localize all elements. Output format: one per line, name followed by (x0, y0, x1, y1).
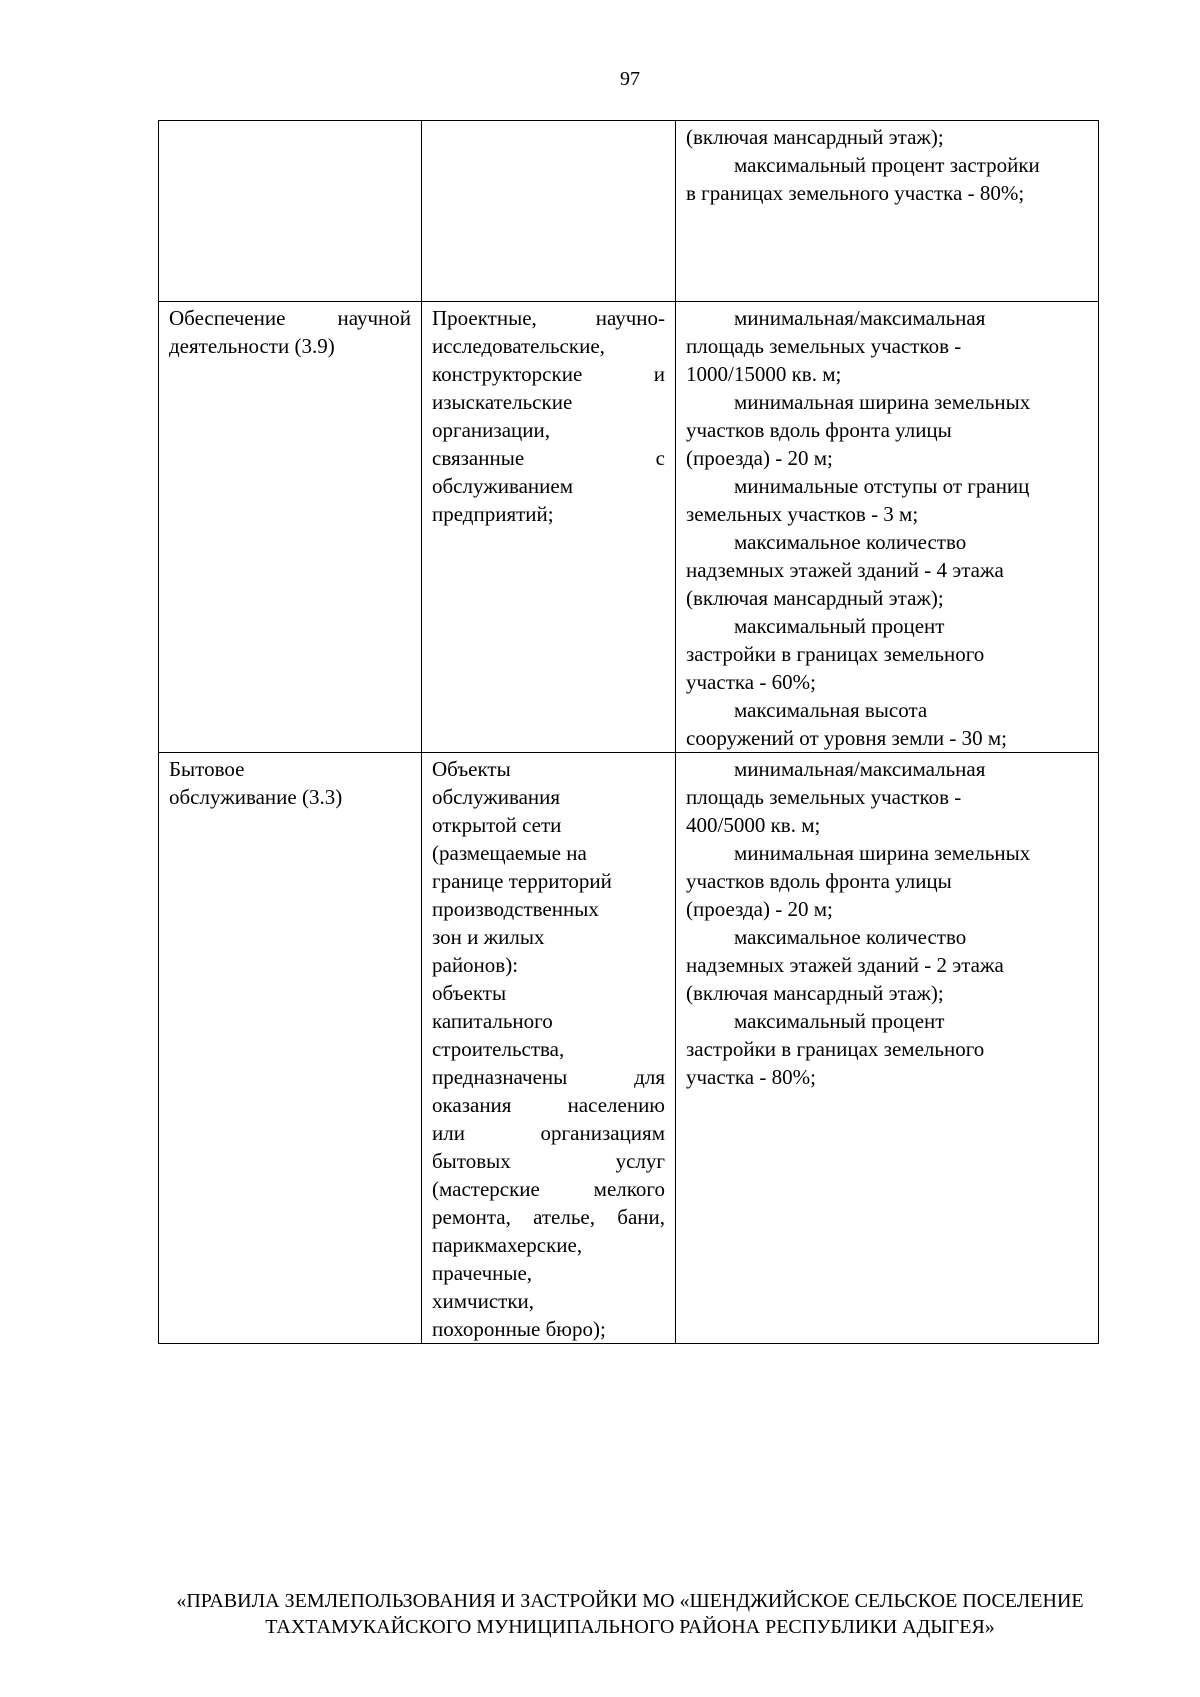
description-line: объекты (432, 981, 507, 1005)
description-line: бытовых услуг (432, 1149, 665, 1173)
land-use-line: обслуживание (3.3) (169, 785, 343, 809)
parameter-line: минимальные отступы от границ (734, 474, 1030, 498)
parameter-line: минимальная ширина земельных (734, 390, 1031, 414)
parameter-line: (включая мансардный этаж); (686, 125, 944, 149)
description-cell (422, 302, 676, 753)
description-cell (422, 753, 676, 1344)
land-use-line: Обеспечение научной (169, 306, 411, 330)
description-line: организации, (432, 418, 550, 442)
page-number: 97 (620, 68, 640, 90)
description-line: ремонта, ателье, бани, (432, 1205, 665, 1229)
description-line: Объекты (432, 757, 511, 781)
description-line: обслуживанием (432, 474, 574, 498)
parameter-line: (проезда) - 20 м; (686, 446, 833, 470)
description-line: строительства, (432, 1037, 565, 1061)
parameter-line: земельных участков - 3 м; (686, 502, 919, 526)
parameter-line: минимальная ширина земельных (734, 841, 1031, 865)
footer-line: «ПРАВИЛА ЗЕМЛЕПОЛЬЗОВАНИЯ И ЗАСТРОЙКИ МО «ШЕНДЖИЙСКОЕ СЕЛЬСКОЕ ПОСЕЛЕНИЕ (176, 1590, 1084, 1612)
description-line: (мастерские мелкого (432, 1177, 665, 1201)
parameter-line: застройки в границах земельного (686, 642, 985, 666)
document-footer (0, 1588, 1200, 1640)
parameter-line: участка - 60%; (686, 670, 816, 694)
description-line: предприятий; (432, 502, 554, 526)
parameter-line: (проезда) - 20 м; (686, 897, 833, 921)
parameter-line: 400/5000 кв. м; (686, 813, 821, 837)
parameter-line: (включая мансардный этаж); (686, 981, 944, 1005)
parameter-line: в границах земельного участка - 80%; (686, 181, 1025, 205)
description-line: обслуживания (432, 785, 561, 809)
parameter-line: минимальная/максимальная (734, 306, 986, 330)
parameter-line: сооружений от уровня земли - 30 м; (686, 726, 1007, 750)
description-line: производственных (432, 897, 599, 921)
land-use-line: деятельности (3.9) (169, 334, 335, 358)
parameter-line: максимальный процент застройки (734, 153, 1040, 177)
description-line: связанные с (432, 446, 665, 470)
parameter-line: максимальное количество (734, 530, 967, 554)
description-cell (422, 121, 676, 302)
description-line: изыскательские (432, 390, 573, 414)
description-line: границе территорий (432, 869, 612, 893)
parameter-line: застройки в границах земельного (686, 1037, 985, 1061)
description-line: парикмахерские, (432, 1233, 583, 1257)
description-line: прачечные, (432, 1261, 533, 1285)
description-line: районов): (432, 953, 519, 977)
description-line: оказания населению (432, 1093, 665, 1117)
land-use-cell (159, 753, 422, 1344)
description-line: конструкторские и (432, 362, 665, 386)
description-line: исследовательские, (432, 334, 605, 358)
parameters-cell (676, 121, 1099, 302)
table-row (159, 753, 1099, 1344)
land-use-cell (159, 121, 422, 302)
regulations-table (158, 120, 1099, 1344)
description-line: предназначены для (432, 1065, 665, 1089)
parameters-cell (676, 753, 1099, 1344)
description-line: открытой сети (432, 813, 562, 837)
description-line: зон и жилых (432, 925, 545, 949)
description-line: (размещаемые на (432, 841, 587, 865)
parameter-line: максимальный процент (734, 614, 945, 638)
land-use-cell (159, 302, 422, 753)
parameter-line: максимальный процент (734, 1009, 945, 1033)
parameter-line: площадь земельных участков - (686, 334, 962, 358)
description-line: Проектные, научно- (432, 306, 665, 330)
description-line: химчистки, (432, 1289, 535, 1313)
land-use-line: Бытовое (169, 757, 245, 781)
parameters-cell (676, 302, 1099, 753)
parameter-line: максимальная высота (734, 698, 928, 722)
parameter-line: минимальная/максимальная (734, 757, 986, 781)
parameter-line: площадь земельных участков - (686, 785, 962, 809)
parameter-line: максимальное количество (734, 925, 967, 949)
parameter-line: участка - 80%; (686, 1065, 816, 1089)
parameter-line: участков вдоль фронта улицы (686, 418, 952, 442)
parameter-line: (включая мансардный этаж); (686, 586, 944, 610)
description-line: похоронные бюро); (432, 1317, 606, 1341)
footer-line: ТАХТАМУКАЙСКОГО МУНИЦИПАЛЬНОГО РАЙОНА РЕСПУБЛИКИ АДЫГЕЯ» (265, 1616, 995, 1638)
parameter-line: 1000/15000 кв. м; (686, 362, 842, 386)
table-row (159, 302, 1099, 753)
description-line: или организациям (432, 1121, 665, 1145)
parameter-line: участков вдоль фронта улицы (686, 869, 952, 893)
parameter-line: надземных этажей зданий - 4 этажа (686, 558, 1004, 582)
parameter-line: надземных этажей зданий - 2 этажа (686, 953, 1004, 977)
table-row (159, 121, 1099, 302)
description-line: капитального (432, 1009, 553, 1033)
